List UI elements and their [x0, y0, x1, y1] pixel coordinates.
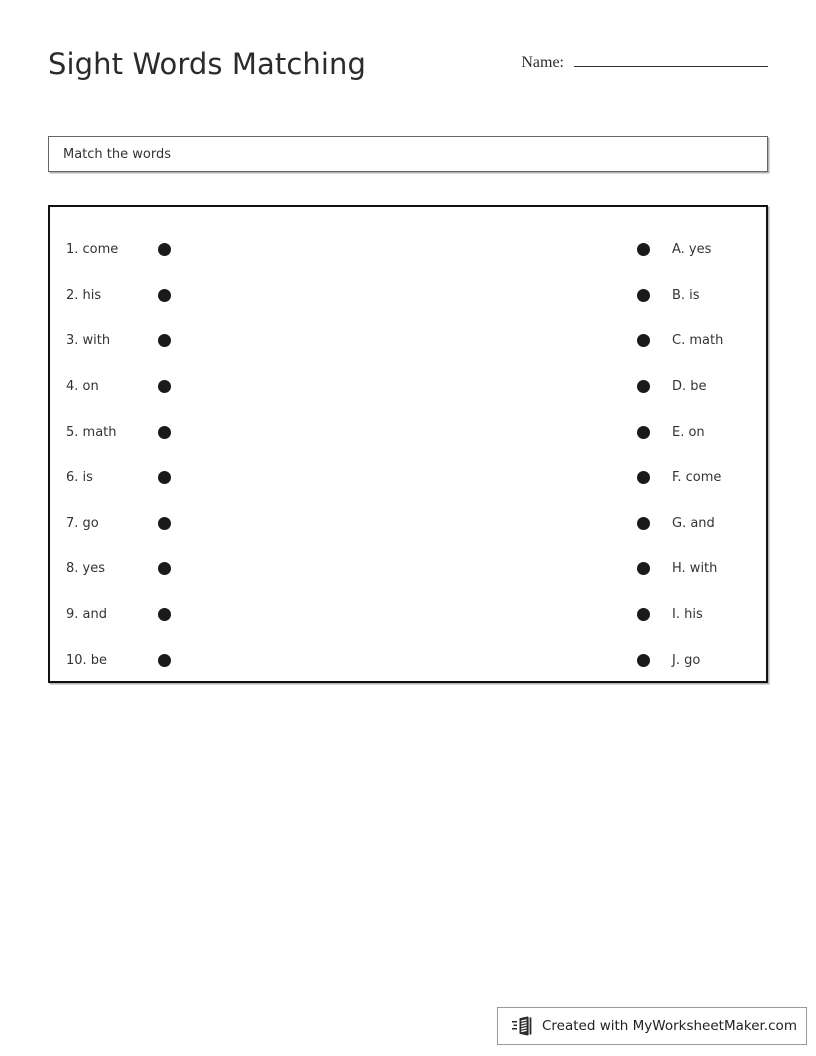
- list-item[interactable]: [66, 227, 366, 273]
- right-item-label: C. math: [672, 333, 724, 349]
- match-dot-left[interactable]: [158, 243, 171, 256]
- match-dot-left[interactable]: [158, 289, 171, 302]
- right-item-label: G. and: [672, 515, 715, 531]
- left-item-label: 3. with: [66, 333, 111, 349]
- list-item[interactable]: [66, 455, 366, 501]
- list-item[interactable]: [450, 455, 750, 501]
- match-dot-right[interactable]: [637, 243, 650, 256]
- match-dot-left[interactable]: [158, 334, 171, 347]
- right-item-label: B. is: [672, 287, 700, 303]
- list-item[interactable]: [66, 546, 366, 592]
- match-dot-left[interactable]: [158, 471, 171, 484]
- instruction-text: Match the words: [63, 146, 171, 162]
- right-item-label: E. on: [672, 424, 705, 440]
- footer-attribution-text: Created with MyWorksheetMaker.com: [542, 1018, 797, 1034]
- left-item-label: 6. is: [66, 470, 93, 486]
- left-item-label: 10. be: [66, 652, 108, 668]
- right-item-label: D. be: [672, 379, 707, 395]
- left-item-label: 1. come: [66, 242, 119, 258]
- matching-exercise-box: [48, 205, 768, 683]
- left-item-label: 9. and: [66, 607, 107, 623]
- list-item[interactable]: [450, 501, 750, 547]
- match-dot-right[interactable]: [637, 334, 650, 347]
- list-item[interactable]: [66, 637, 366, 683]
- right-item-label: H. with: [672, 561, 718, 577]
- right-item-label: A. yes: [672, 242, 712, 258]
- list-item[interactable]: [450, 318, 750, 364]
- match-dot-left[interactable]: [158, 380, 171, 393]
- match-dot-right[interactable]: [637, 380, 650, 393]
- match-dot-right[interactable]: [637, 562, 650, 575]
- list-item[interactable]: [66, 592, 366, 638]
- matching-columns: [50, 207, 766, 681]
- list-item[interactable]: [450, 546, 750, 592]
- list-item[interactable]: [450, 637, 750, 683]
- matching-right-column: [450, 227, 750, 683]
- match-dot-left[interactable]: [158, 608, 171, 621]
- name-field-group: [521, 52, 768, 72]
- match-dot-left[interactable]: [158, 426, 171, 439]
- match-dot-right[interactable]: [637, 608, 650, 621]
- left-item-label: 2. his: [66, 287, 102, 303]
- match-dot-right[interactable]: [637, 517, 650, 530]
- page-title: Sight Words Matching: [48, 47, 367, 81]
- worksheet-header: [48, 44, 768, 96]
- left-item-label: 8. yes: [66, 561, 105, 577]
- matching-left-column: [66, 227, 366, 683]
- list-item[interactable]: [66, 273, 366, 319]
- list-item[interactable]: [450, 409, 750, 455]
- match-dot-right[interactable]: [637, 654, 650, 667]
- match-dot-right[interactable]: [637, 289, 650, 302]
- match-dot-left[interactable]: [158, 517, 171, 530]
- worksheet-maker-logo-icon: [511, 1015, 533, 1037]
- left-item-label: 7. go: [66, 515, 99, 531]
- right-item-label: I. his: [672, 607, 703, 623]
- list-item[interactable]: [66, 364, 366, 410]
- name-input-line[interactable]: [574, 52, 768, 67]
- list-item[interactable]: [66, 318, 366, 364]
- list-item[interactable]: [66, 409, 366, 455]
- list-item[interactable]: [450, 227, 750, 273]
- list-item[interactable]: [450, 273, 750, 319]
- list-item[interactable]: [450, 364, 750, 410]
- list-item[interactable]: [66, 501, 366, 547]
- right-item-label: F. come: [672, 470, 722, 486]
- right-item-label: J. go: [672, 652, 701, 668]
- name-label: Name:: [521, 54, 564, 71]
- left-item-label: 4. on: [66, 379, 99, 395]
- match-dot-left[interactable]: [158, 654, 171, 667]
- left-item-label: 5. math: [66, 424, 117, 440]
- match-dot-left[interactable]: [158, 562, 171, 575]
- footer-attribution-badge[interactable]: [497, 1007, 807, 1045]
- match-dot-right[interactable]: [637, 426, 650, 439]
- instruction-box: [48, 136, 768, 172]
- match-dot-right[interactable]: [637, 471, 650, 484]
- list-item[interactable]: [450, 592, 750, 638]
